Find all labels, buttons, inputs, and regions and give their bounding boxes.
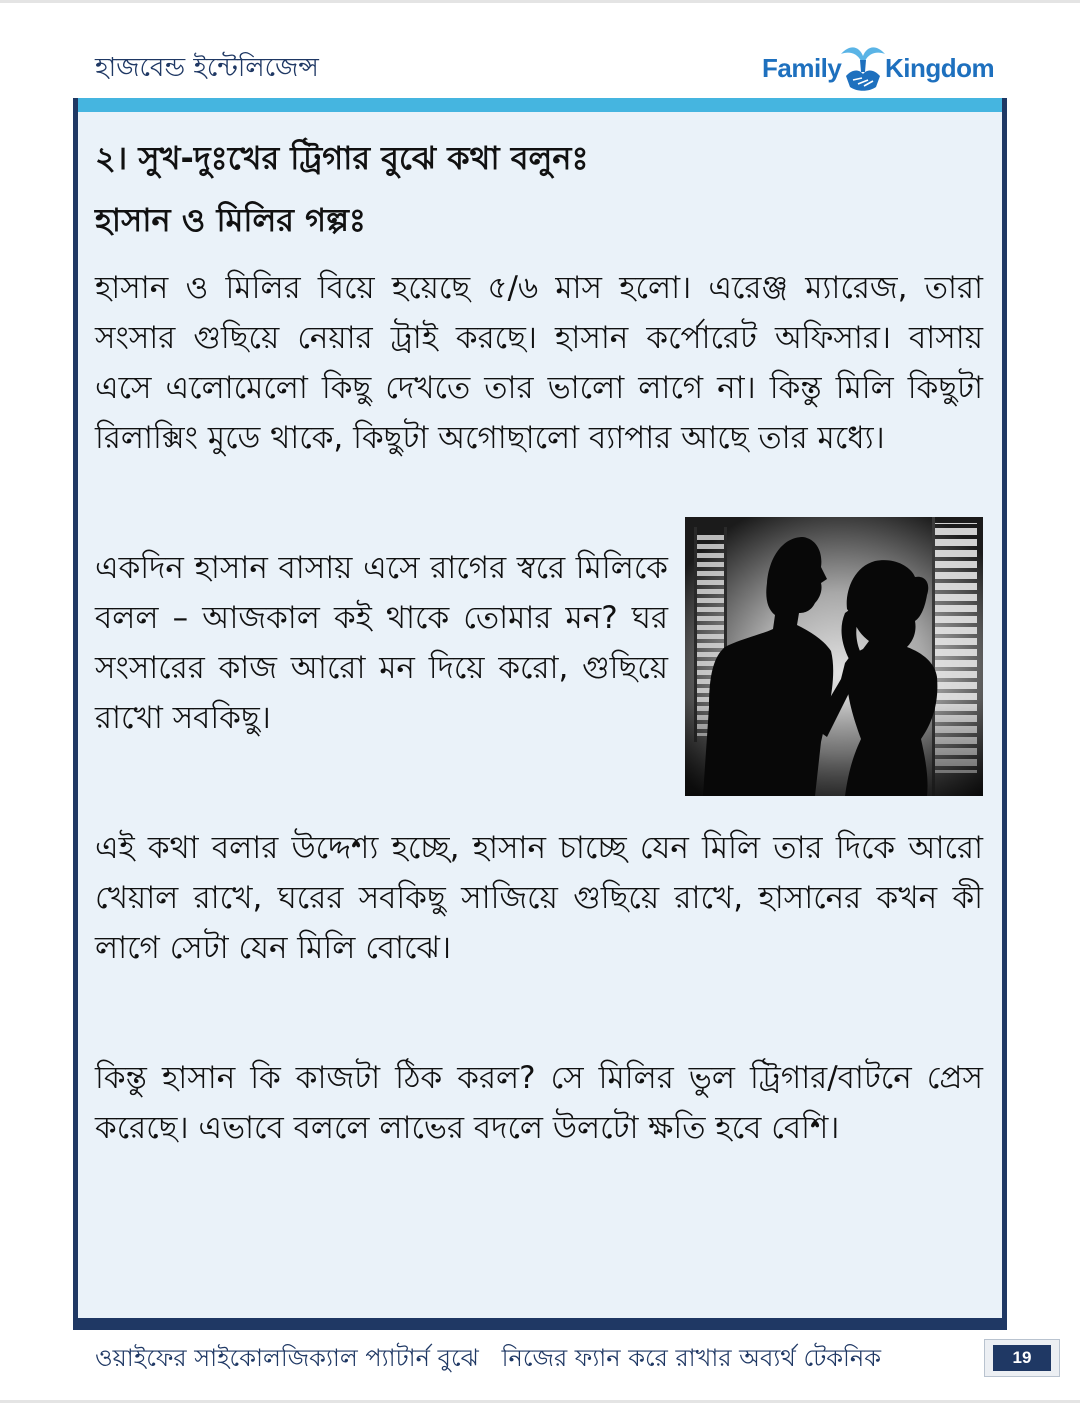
- page-number-box: [984, 1339, 1060, 1377]
- woman-silhouette: [845, 560, 937, 796]
- couple-silhouette-image: [685, 517, 983, 796]
- page-number: 19: [993, 1345, 1051, 1371]
- text-with-photo-row: [95, 517, 983, 796]
- bird-handshake-icon: [838, 38, 888, 94]
- content-box-top-strip: [78, 98, 1002, 112]
- family-kingdom-logo: [760, 38, 1000, 94]
- paragraph-3: এই কথা বলার উদ্দেশ্য হচ্ছে, হাসান চাচ্ছে যেন মিলি তার দিকে আরো খেয়াল রাখে, ঘরের সবকিছু সাজিয়ে গুছিয়ে রাখে, হাসানের কখন কী লাগে সেটা যেন মিলি বোঝে।: [95, 830, 983, 966]
- paragraph-2: একদিন হাসান বাসায় এসে রাগের স্বরে মিলিকে বলল – আজকাল কই থাকে তোমার মন? ঘর সংসারের কাজ আরো মন দিয়ে করো, গুছিয়ে রাখো সবকিছু।: [95, 550, 668, 736]
- section-heading: ২। সুখ-দুঃখের ট্রিগার বুঝে কথা বলুনঃ: [95, 139, 589, 177]
- logo-word-kingdom: Kingdom: [885, 53, 995, 83]
- paragraph-4: কিন্তু হাসান কি কাজটা ঠিক করল? সে মিলির ভুল ট্রিগার/বাটনে প্রেস করেছে। এভাবে বললে লাভের বদলে উলটো ক্ষতি হবে বেশি।: [95, 1060, 983, 1146]
- logo-word-family: Family: [762, 53, 842, 83]
- paragraph-1: হাসান ও মিলির বিয়ে হয়েছে ৫/৬ মাস হলো। এরেঞ্জ ম্যারেজ, তারা সংসার গুছিয়ে নেয়ার ট্রাই করছে। হাসান কর্পোরেট অফিসার। বাসায় এসে এলোমেলো কিছু দেখতে তার ভালো লাগে না। কিন্তু মিলি কিছুটা রিলাক্সিং মুডে থাকে, কিছুটা অগোছালো ব্যাপার আছে তার মধ্যে।: [95, 270, 983, 456]
- story-subheading: হাসান ও মিলির গল্পঃ: [95, 201, 366, 239]
- content-box: [73, 98, 1007, 1330]
- page-top-edge: [0, 0, 1080, 3]
- running-header-title: হাজবেন্ড ইন্টেলিজেন্স: [95, 53, 319, 83]
- running-footer-title: ওয়াইফের সাইকোলজিক্যাল প্যাটার্ন বুঝে নিজের ফ্যান করে রাখার অব্যর্থ টেকনিক: [95, 1344, 882, 1372]
